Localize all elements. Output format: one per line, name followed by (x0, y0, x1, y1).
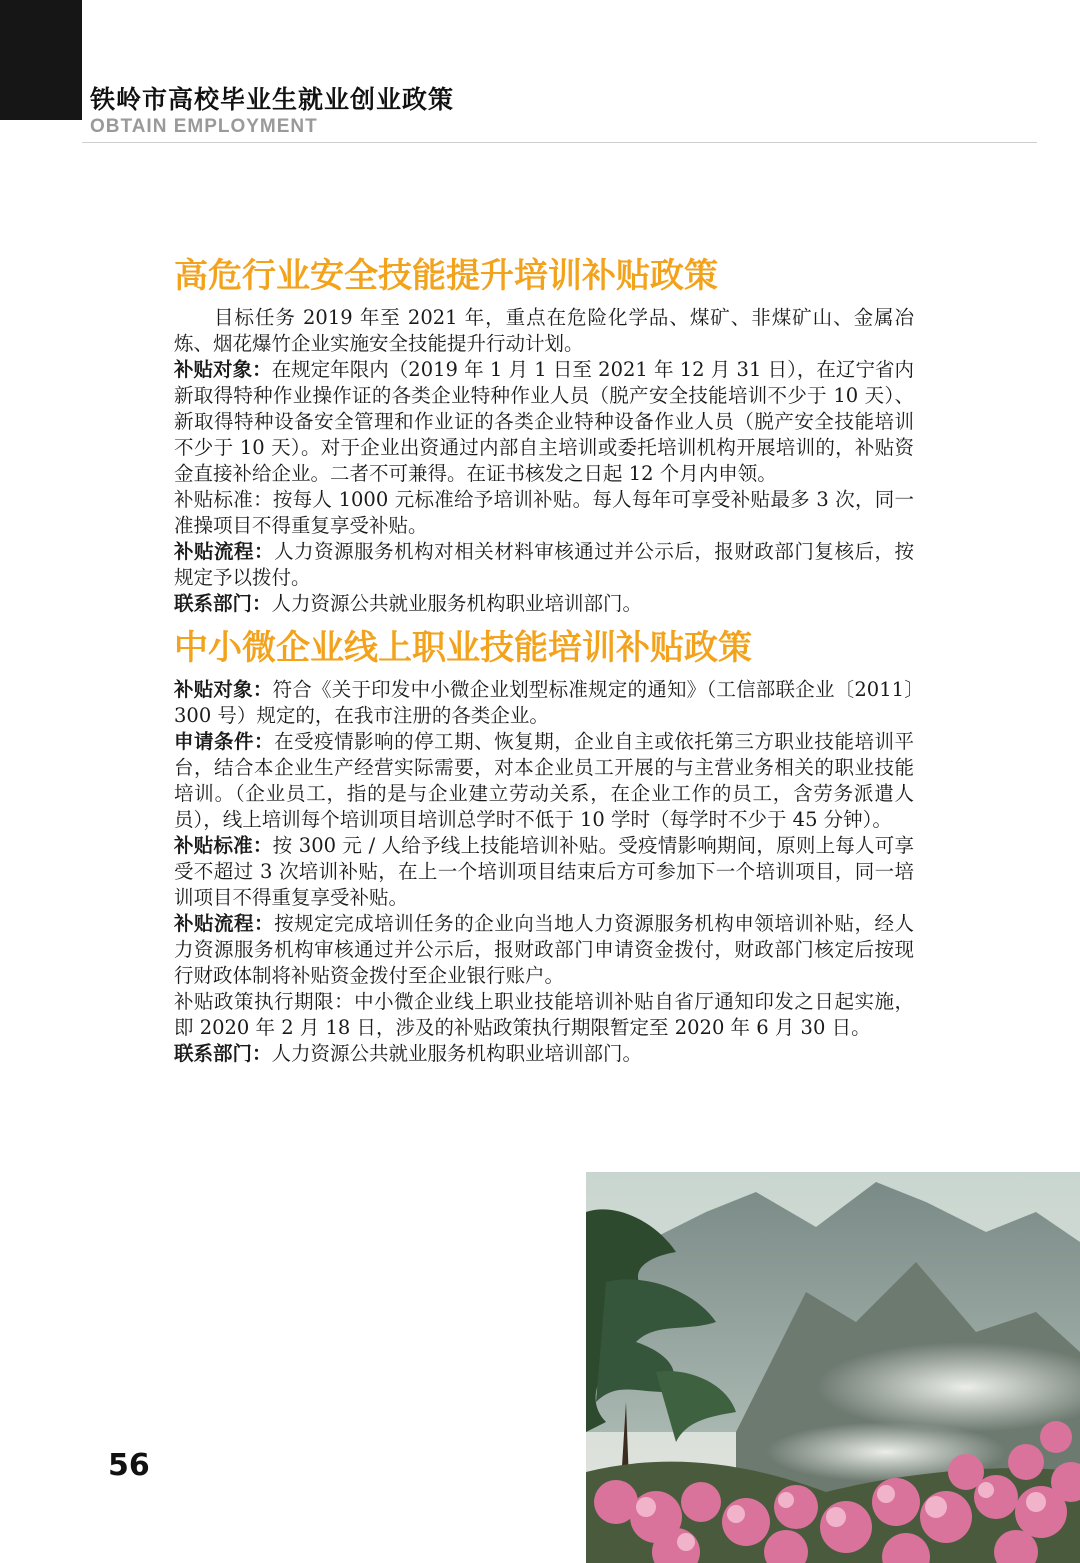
section2-standard-text: 按 300 元 / 人给予线上技能培训补贴。受疫情影响期间，原则上每人可享受不超过 3 次培训补贴，在上一个培训项目结束后方可参加下一个培训项目，同一培训项目不得重复享受补贴。 (174, 834, 914, 909)
section1-target-text: 在规定年限内（2019 年 1 月 1 日至 2021 年 12 月 31 日），在辽宁省内新取得特种作业操作证的各类企业特种作业人员（脱产安全技能培训不少于 10 天）、新取得特种设备安全管理和作业证的各类企业特种设备作业人员（脱产安全技能培训不少于 10 天）。对于企业出资通过内部自主培训或委托培训机构开展培训的，补贴资金直接补给企业。二者不可兼得。在证书核发之日起 12 个月内申领。 (174, 358, 914, 485)
section2-contact-text: 人力资源公共就业服务机构职业培训部门。 (271, 1042, 643, 1065)
header-subtitle: OBTAIN EMPLOYMENT (90, 116, 318, 137)
section2-condition (174, 729, 914, 833)
section2-standard (174, 833, 914, 911)
header-divider (82, 142, 1037, 143)
label-subsidy-process: 补贴流程： (174, 912, 275, 935)
landscape-painting (586, 1172, 1080, 1563)
header-title: 铁岭市高校毕业生就业创业政策 (90, 85, 455, 114)
section2-title: 中小微企业线上职业技能培训补贴政策 (174, 628, 752, 668)
section2-process-text: 按规定完成培训任务的企业向当地人力资源服务机构申领培训补贴，经人力资源服务机构审核通过并公示后，报财政部门申请资金拨付，财政部门核定后按现行财政体制将补贴资金拨付至企业银行账户。 (174, 912, 914, 987)
section2-period: 补贴政策执行期限：中小微企业线上职业技能培训补贴自省厅通知印发之日起实施，即 2020 年 2 月 18 日，涉及的补贴政策执行期限暂定至 2020 年 6 月 30 日。 (174, 990, 914, 1039)
page-header (90, 84, 454, 138)
section1-intro: 目标任务 2019 年至 2021 年，重点在危险化学品、煤矿、非煤矿山、金属冶炼、烟花爆竹企业实施安全技能提升行动计划。 (174, 306, 914, 355)
section1-contact-text: 人力资源公共就业服务机构职业培训部门。 (271, 592, 643, 615)
header-corner-block (0, 0, 82, 120)
section2-contact (174, 1041, 914, 1067)
section1-contact (174, 591, 914, 617)
section1-target (174, 357, 914, 487)
label-application-condition: 申请条件： (174, 730, 275, 753)
section2-condition-text: 在受疫情影响的停工期、恢复期，企业自主或依托第三方职业技能培训平台，结合本企业生产经营实际需要，对本企业员工开展的与主营业务相关的职业技能培训。（企业员工，指的是与企业建立劳动关系，在企业工作的员工，含劳务派遣人员），线上培训每个培训项目培训总学时不低于 10 学时（每学时不少于 45 分钟）。 (174, 730, 914, 831)
section1-process-text: 人力资源服务机构对相关材料审核通过并公示后，报财政部门复核后，按规定予以拨付。 (174, 540, 914, 589)
label-subsidy-process: 补贴流程： (174, 540, 275, 563)
section1-title: 高危行业安全技能提升培训补贴政策 (174, 256, 718, 296)
article-body (174, 255, 914, 1067)
section2-process (174, 911, 914, 989)
page-number: 56 (108, 1448, 150, 1483)
section1-standard: 补贴标准：按每人 1000 元标准给予培训补贴。每人每年可享受补贴最多 3 次，同一准操项目不得重复享受补贴。 (174, 488, 914, 537)
section1-process (174, 539, 914, 591)
section2-target-text: 符合《关于印发中小微企业划型标准规定的通知》（工信部联企业〔2011〕300 号）规定的，在我市注册的各类企业。 (174, 678, 914, 727)
section2-target (174, 677, 914, 729)
label-subsidy-standard: 补贴标准： (174, 834, 273, 857)
label-subsidy-target: 补贴对象： (174, 358, 272, 381)
label-contact-dept: 联系部门： (174, 592, 272, 615)
label-subsidy-target: 补贴对象： (174, 678, 273, 701)
label-contact-dept: 联系部门： (174, 1042, 272, 1065)
